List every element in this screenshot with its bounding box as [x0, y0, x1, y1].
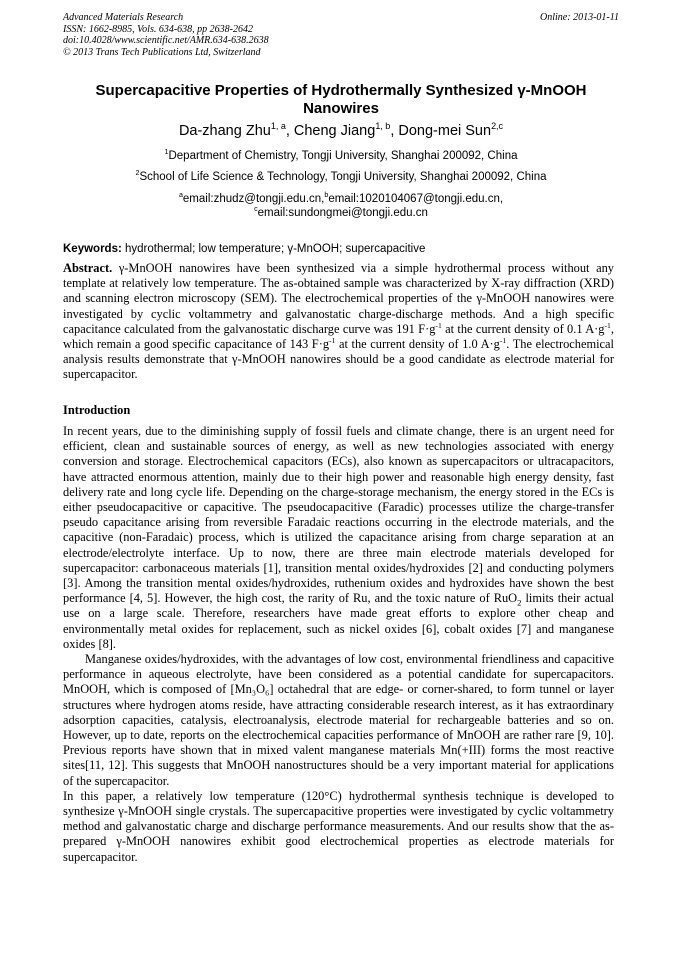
author-name: Da-zhang Zhu	[178, 123, 271, 139]
abstract-text: . The electrochemical analysis results demonstrate that γ-MnOOH nanowires should be a good candidate as electrode material for supercapacitor.	[63, 337, 614, 382]
email-marker: a	[178, 191, 183, 200]
introduction-body	[63, 424, 614, 865]
email-address: email:sundongmei@tongji.edu.cn	[257, 207, 428, 219]
email-line-1	[63, 192, 619, 206]
unit-exponent: -1	[604, 320, 611, 330]
intro-paragraph-3: In this paper, a relatively low temperature (120°C) hydrothermal synthesis technique is developed to synthesize γ-MnOOH single crystals. The supercapacitive properties were investigated by cyclic voltammetry method and galvanostatic charge and discharge performance measurements. And our results show that the as-prepared γ-MnOOH nanowires exhibit good electrochemical properties as electrode materials for supercapacitor.	[63, 788, 614, 864]
abstract-label: Abstract.	[63, 261, 113, 275]
intro-paragraph-1	[63, 424, 614, 652]
author-affiliation-marker: 2,c	[491, 121, 504, 132]
paper-title-line2: Nanowires	[303, 100, 379, 117]
paper-title	[63, 82, 619, 118]
paper-title-line1: Supercapacitive Properties of Hydrothermally Synthesized γ-MnOOH	[95, 82, 587, 99]
author-name: Dong-mei Sun	[398, 123, 492, 139]
online-date: Online: 2013-01-11	[540, 12, 619, 23]
abstract	[63, 261, 614, 383]
paragraph-text: In recent years, due to the diminishing supply of fossil fuels and climate change, there is an urgent need for efficient, clean and sustainable sources of energy, as well as new technologies associated with energy conversion and storage. Electrochemical capacitors (ECs), also known as supercapacitors or ultracapacitors, have attracted enormous attention, mainly due to their high power and reasonable high energy density, fast delivery rate and long cycle life. Depending on the charge-storage mechanism, the energy stored in the ECs is either pseudocapacitive or capacitive. The pseudocapacitive (Faradic) processes utilize the charge-transfer pseudo capacitance arising from reversible Faradaic reactions occurring in the electrode materials, and the capacitive (non-Faradaic) process, which is utilized the capacitance arising from charge separation at an electrode/electrolyte interface. Up to now, there are three main electrode materials developed for supercapacitor: carbonaceous materials [1], transition mental oxides/hydroxides [2] and conducting polymers [3]. Among the transition mental oxides/hydroxides, ruthenium oxides and hydroxides have shown the best performance [4, 5]. However, the high cost, the rarity of Ru, and the toxic nature of RuO	[63, 424, 614, 606]
issn-line: ISSN: 1662-8985, Vols. 634-638, pp 2638-2642	[63, 23, 253, 35]
email-address: email:1020104067@tongji.edu.cn,	[328, 193, 504, 205]
unit-exponent: -1	[499, 335, 507, 345]
abstract-text: at the current density of 0.1 A·g	[441, 321, 605, 336]
author-separator: ,	[390, 123, 399, 139]
email-marker: b	[324, 191, 329, 200]
paragraph-text: limits their actual use on a large scale. Therefore, researchers have made great efforts to explore other cheap and environmentally metal oxides for replacement, such as nickel oxides [6], cobalt oxides [7] and manganese oxides [8].	[63, 591, 615, 651]
keywords	[63, 242, 619, 256]
abstract-text: , which remain a good specific capacitance of 143 F·g	[63, 321, 614, 352]
affiliation-marker: 2	[135, 169, 140, 178]
affiliation-2	[63, 170, 619, 184]
abstract-text: γ-MnOOH nanowires have been synthesized via a simple hydrothermal process without any template at relatively low temperature. The as-obtained sample was characterized by X-ray diffraction (XRD) and scanning electron microscopy (SEM). The electrochemical properties of the γ-MnOOH nanowires were investigated by cyclic voltammetry and galvanostatic charge-discharge methods. And a high specific capacitance calculated from the galvanostatic discharge curve was 191 F·g	[63, 261, 614, 336]
keywords-label: Keywords:	[63, 243, 122, 255]
intro-paragraph-2: Manganese oxides/hydroxides, with the advantages of low cost, environmental friendliness and capacitive performance in aqueous electrolyte, have been considered as a potential candidate for supercapacitors. MnOOH, which is composed of [Mn₃O₆] octahedral that are edge- or corner-shared, to form tunnel or layer structures where hydrogen atoms reside, have attracting considerable research interest, as it has extraordinary adsorption capacities, catalysis, electroanalysis, electrode material for rechargeable batteries and so on. However, up to date, reports on the electrochemical capacities performance of MnOOH are rather rare [9, 10]. Previous reports have shown that in mixed valent manganese materials Mn(+III) forms the most reactive sites[11, 12]. This suggests that MnOOH nanostructures should be a very important material for applications of the supercapacitor.	[63, 652, 614, 788]
chemical-subscript: 2	[517, 597, 522, 608]
unit-exponent: -1	[435, 320, 442, 330]
email-marker: c	[254, 205, 258, 214]
affiliation-marker: 1	[164, 148, 169, 157]
unit-exponent: -1	[329, 335, 336, 345]
affiliation-text: Department of Chemistry, Tongji University, Shanghai 200092, China	[168, 150, 518, 162]
section-heading-introduction: Introduction	[63, 403, 131, 417]
author-list	[63, 122, 619, 140]
doi-line: doi:10.4028/www.scientific.net/AMR.634-638.2638	[63, 35, 269, 47]
author-affiliation-marker: 1, b	[375, 121, 391, 132]
author-name: Cheng Jiang	[293, 123, 376, 139]
keywords-text: hydrothermal; low temperature; γ-MnOOH; supercapacitive	[121, 243, 426, 255]
journal-name: Advanced Materials Research	[63, 12, 184, 23]
copyright-line: © 2013 Trans Tech Publications Ltd, Switzerland	[63, 46, 261, 58]
email-address: email:zhudz@tongji.edu.cn,	[182, 193, 325, 205]
journal-header	[63, 12, 619, 58]
affiliation-text: School of Life Science & Technology, Tongji University, Shanghai 200092, China	[139, 171, 547, 183]
author-affiliation-marker: 1, a	[270, 121, 286, 132]
author-separator: ,	[285, 123, 294, 139]
email-line-2	[63, 206, 619, 220]
abstract-text: at the current density of 1.0 A·g	[335, 337, 500, 352]
affiliation-1	[63, 149, 619, 163]
